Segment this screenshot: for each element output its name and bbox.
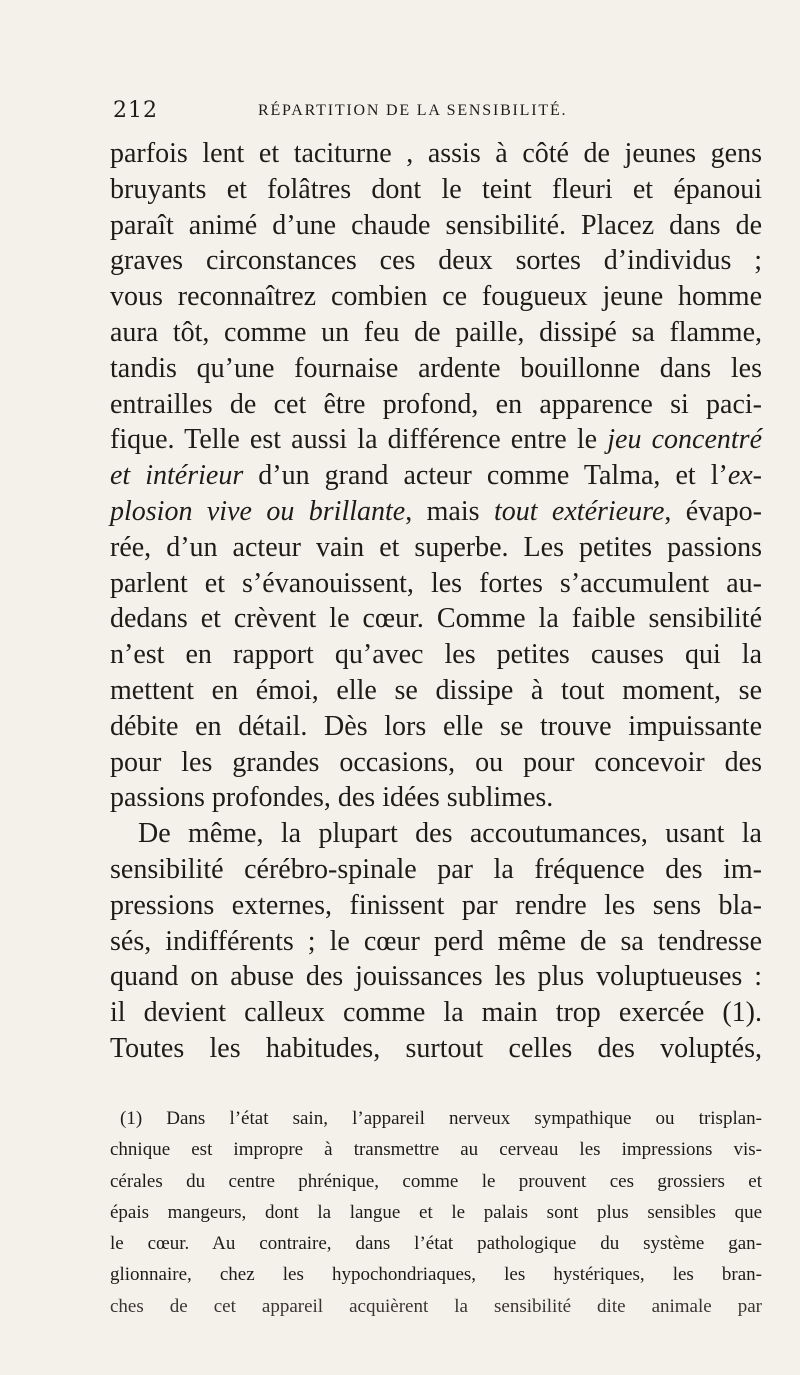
text-line: vous reconnaîtrez combien ce fougueux jeune homme [110,281,762,313]
text-run: fique. Telle est aussi la différence entre le [110,424,608,456]
italic-run: plosion vive ou brillante [110,495,406,527]
footnote-line: ches de cet appareil acquièrent la sensibilité dite animale par [110,1295,762,1317]
page-number: 212 [113,98,158,123]
text-line: il devient calleux comme la main trop exercée (1). [110,997,762,1029]
text-line: mettent en émoi, elle se dissipe à tout moment, se [110,674,762,706]
footnote-line: cérales du centre phrénique, comme le prouvent ces grossiers et [110,1170,762,1192]
body-text [110,136,762,1067]
text-line: sensibilité cérébro-spinale par la fréquence des im- [110,853,762,885]
text-line: De même, la plupart des accoutumances, usant la [138,818,762,850]
page-header [110,98,760,128]
italic-run: ex- [727,460,762,492]
text-line [110,494,762,530]
text-line: graves circonstances ces deux sortes d’individus ; [110,245,762,277]
running-head: RÉPARTITION DE LA SENSIBILITÉ. [258,102,568,119]
text-line: débite en détail. Dès lors elle se trouve impuissante [110,710,762,742]
footnote-line: épais mangeurs, dont la langue et le palais sont plus sensibles que [110,1201,762,1223]
text-line [110,458,762,494]
text-line: passions profondes, des idées sublimes. [110,782,554,814]
footnote-line: le cœur. Au contraire, dans l’état pathologique du système gan- [110,1233,762,1255]
text-line: Toutes les habitudes, surtout celles des voluptés, [110,1032,762,1064]
footnote [110,1103,762,1322]
italic-run: tout extérieure [493,495,665,527]
text-line: dedans et crèvent le cœur. Comme la faible sensibilité [110,603,762,635]
text-line: bruyants et folâtres dont le teint fleuri et épanoui [110,173,762,205]
footnote-line: chnique est impropre à transmettre au cerveau les impressions vis- [110,1139,762,1161]
text-line: pressions externes, finissent par rendre les sens bla- [110,889,762,921]
text-line [110,422,762,458]
text-line: pour les grandes occasions, ou pour concevoir des [110,746,762,778]
text-line: tandis qu’une fournaise ardente bouillonne dans les [110,352,762,384]
italic-run: et intérieur [110,460,244,492]
text-line: rée, d’un acteur vain et superbe. Les petites passions [110,531,762,563]
text-line: paraît animé d’une chaude sensibilité. Placez dans de [110,209,762,241]
text-line: parlent et s’évanouissent, les fortes s’accumulent au- [110,567,762,599]
text-line: n’est en rapport qu’avec les petites causes qui la [110,639,762,671]
footnote-line: glionnaire, chez les hypochondriaques, les hystériques, les bran- [110,1264,762,1286]
text-line: sés, indifférents ; le cœur perd même de sa tendresse [110,925,762,957]
text-run: , évapo- [664,495,762,527]
footnote-line: (1) Dans l’état sain, l’appareil nerveux sympathique ou trisplan- [120,1108,762,1129]
text-line: quand on abuse des jouissances les plus voluptueuses : [110,961,762,993]
italic-run: jeu concentré [607,424,762,456]
text-line: parfois lent et taciturne , assis à côté de jeunes gens [110,138,762,169]
text-run: , mais [405,495,494,527]
text-run: d’un grand acteur comme Talma, et l’ [243,460,728,492]
text-line: aura tôt, comme un feu de paille, dissipé sa flamme, [110,316,762,348]
text-line: entrailles de cet être profond, en apparence si paci- [110,388,762,420]
